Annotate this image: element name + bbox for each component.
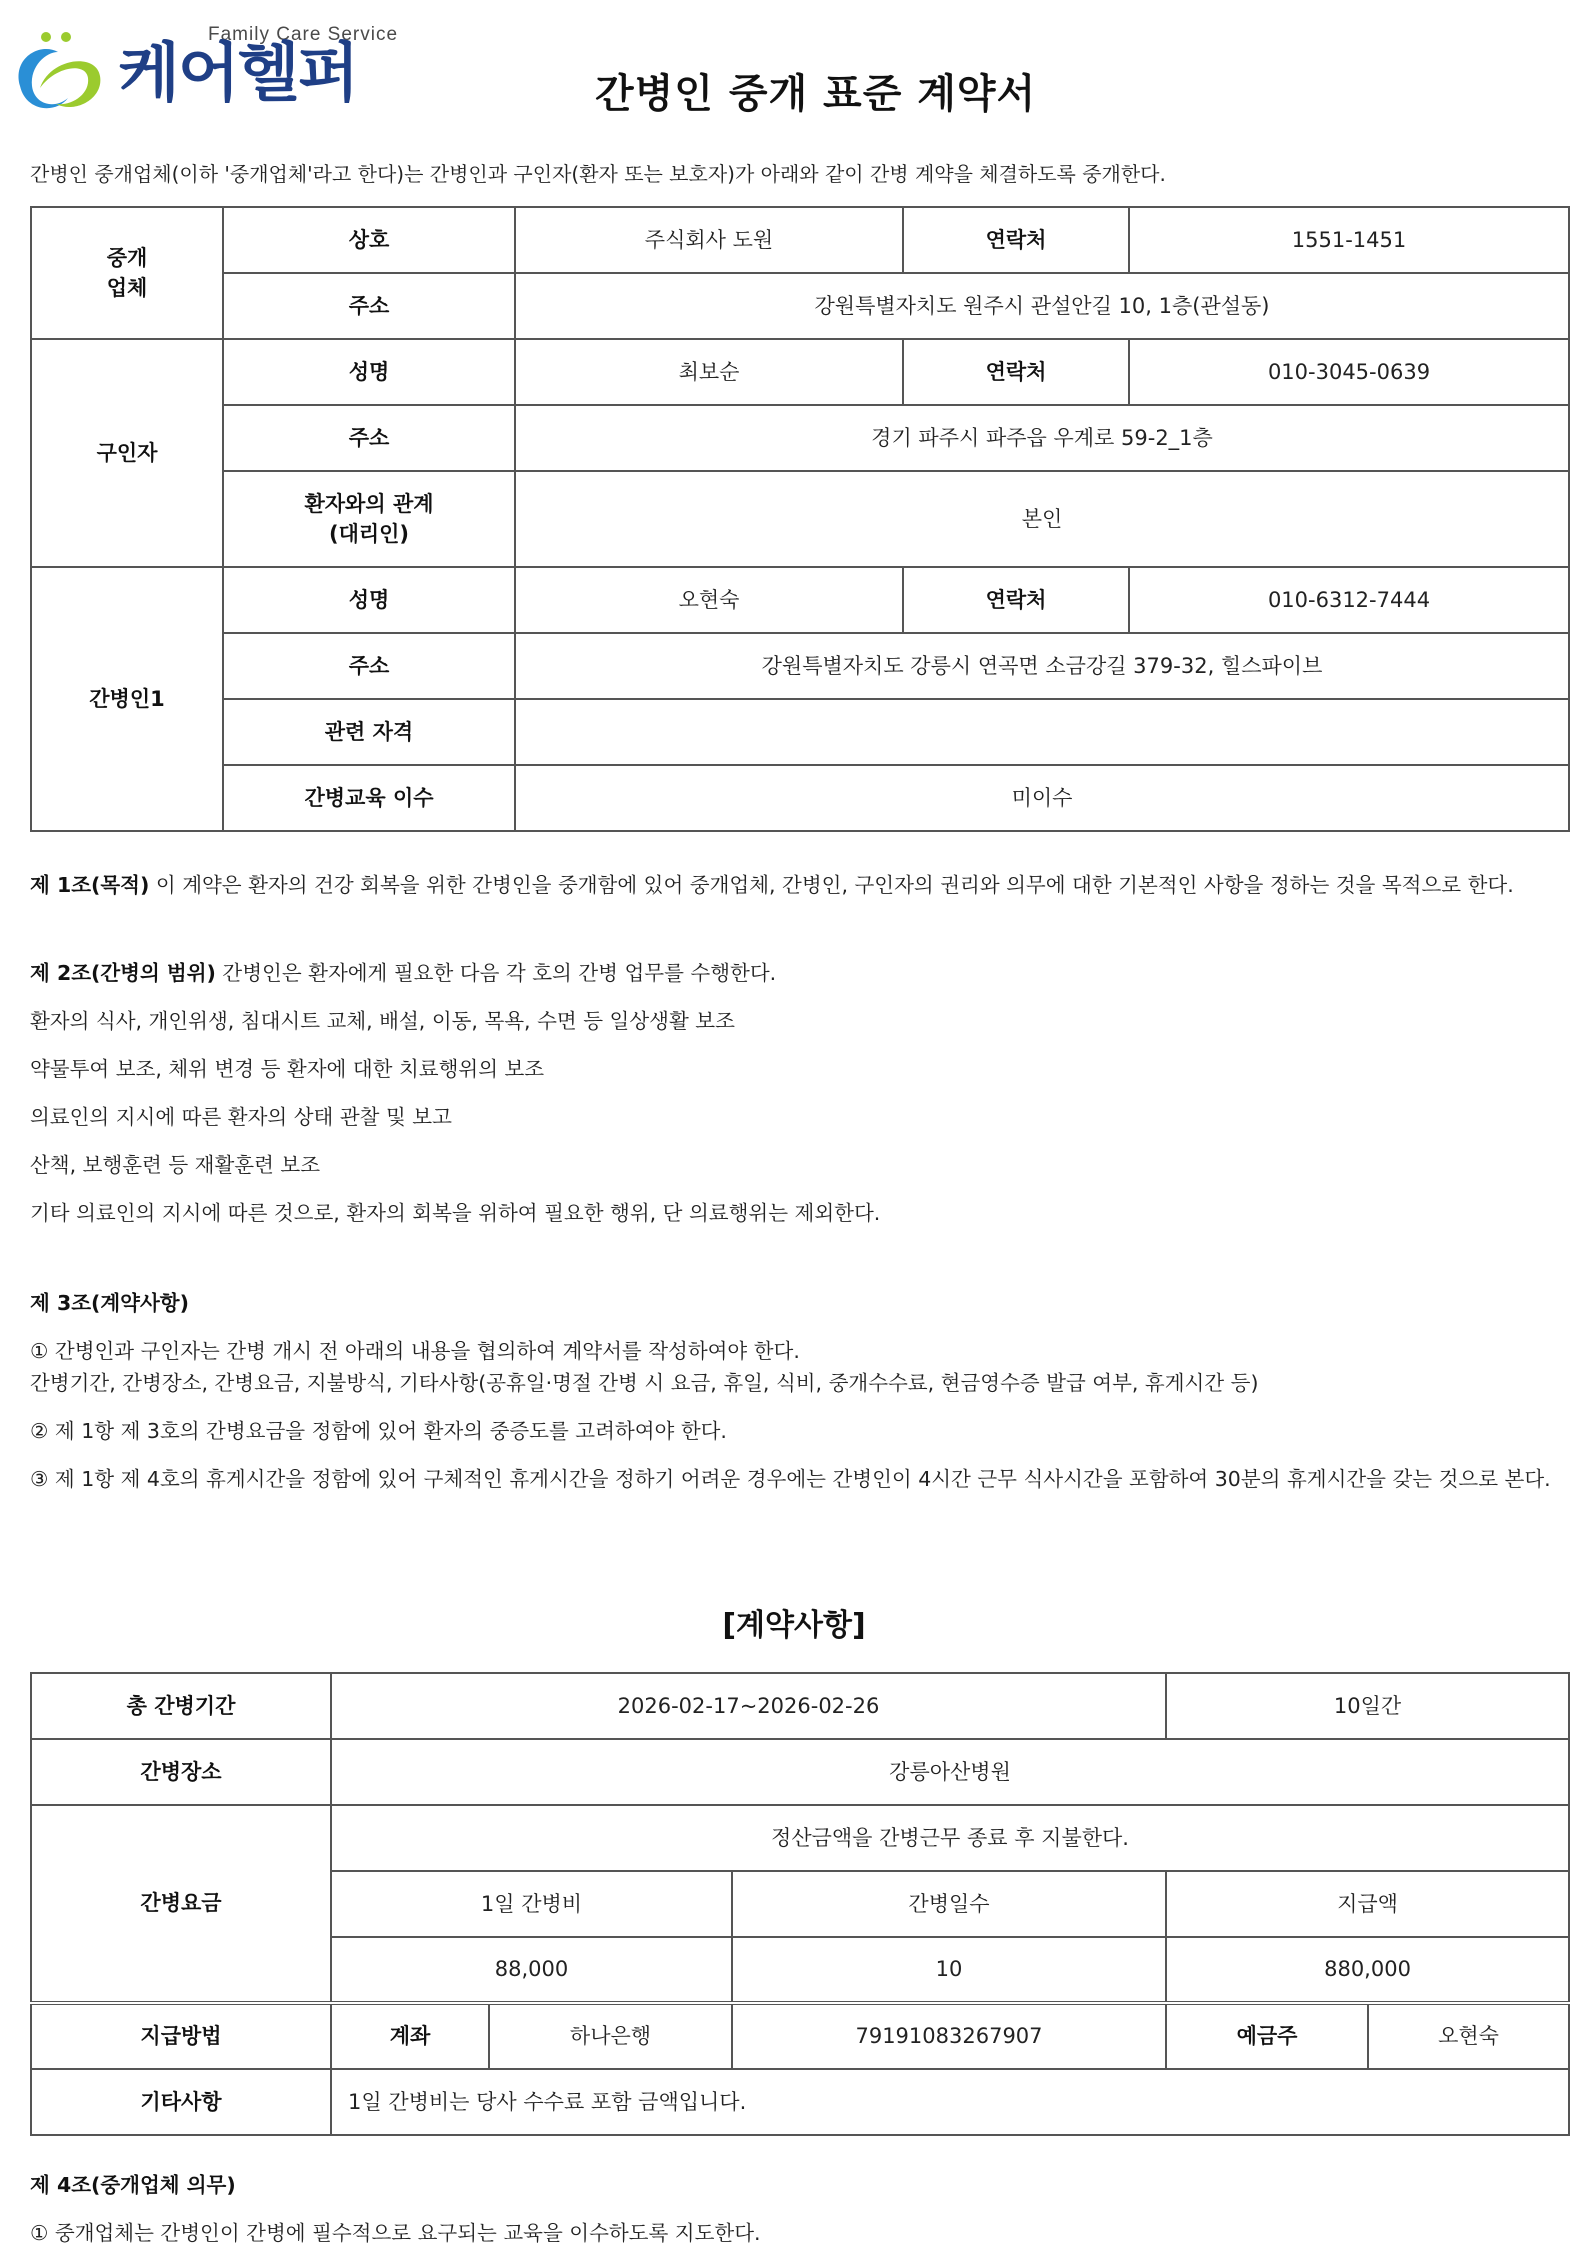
client-contact-label: 연락처 xyxy=(903,339,1129,405)
article-4-heading-text: 제 4조(중개업체 의무) xyxy=(30,2173,236,2197)
client-relation: 본인 xyxy=(515,471,1569,567)
article-3-heading-text: 제 3조(계약사항) xyxy=(30,1291,189,1315)
caregiver-edu-label: 간병교육 이수 xyxy=(223,765,515,831)
daily-fee-label: 1일 간병비 xyxy=(331,1871,732,1937)
broker-name: 주식회사 도원 xyxy=(515,207,903,273)
amount-label: 지급액 xyxy=(1166,1871,1569,1937)
caregiver-name-label: 성명 xyxy=(223,567,515,633)
fee-label: 간병요금 xyxy=(31,1805,331,2003)
table-row xyxy=(31,405,1569,471)
article-2-heading: 제 2조(간병의 범위) xyxy=(30,961,216,985)
table-row xyxy=(31,2069,1569,2135)
etc-value: 1일 간병비는 당사 수수료 포함 금액입니다. xyxy=(331,2069,1569,2135)
care-logo-icon xyxy=(10,28,110,118)
broker-contact: 1551-1451 xyxy=(1129,207,1569,273)
article-1-body: 이 계약은 환자의 건강 회복을 위한 간병인을 중개함에 있어 중개업체, 간병인, 구인자의 권리와 의무에 대한 기본적인 사항을 정하는 것을 목적으로 한다. xyxy=(149,873,1514,897)
period-value: 2026-02-17~2026-02-26 xyxy=(331,1673,1166,1739)
client-address: 경기 파주시 파주읍 우계로 59-2_1층 xyxy=(515,405,1569,471)
broker-name-label: 상호 xyxy=(223,207,515,273)
list-item: 산책, 보행훈련 등 재활훈련 보조 xyxy=(30,1153,321,1177)
place-label: 간병장소 xyxy=(31,1739,331,1805)
broker-address-label: 주소 xyxy=(223,273,515,339)
caregiver-qual xyxy=(515,699,1569,765)
table-row xyxy=(31,567,1569,633)
table-row xyxy=(31,633,1569,699)
parties-table xyxy=(30,206,1570,832)
intro-text: 간병인 중개업체(이하 '중개업체'라고 한다)는 간병인과 구인자(환자 또는 보호자)가 아래와 같이 간병 계약을 체결하도록 중개한다. xyxy=(30,162,1166,186)
list-item: 환자의 식사, 개인위생, 침대시트 교체, 배설, 이동, 목욕, 수면 등 일상생활 보조 xyxy=(30,1009,735,1033)
caregiver-contact: 010-6312-7444 xyxy=(1129,567,1569,633)
account-label: 계좌 xyxy=(331,2003,489,2069)
list-item: 기타 의료인의 지시에 따른 것으로, 환자의 회복을 위하여 필요한 행위, 단 의료행위는 제외한다. xyxy=(30,1201,881,1225)
table-row xyxy=(31,471,1569,567)
client-group-label: 구인자 xyxy=(31,339,223,567)
list-item: 의료인의 지시에 따른 환자의 상태 관찰 및 보고 xyxy=(30,1105,452,1129)
payment-label: 지급방법 xyxy=(31,2003,331,2069)
daily-fee: 88,000 xyxy=(331,1937,732,2003)
client-name-label: 성명 xyxy=(223,339,515,405)
article-3-para-3: ③ 제 1항 제 4호의 휴게시간을 정함에 있어 구체적인 휴게시간을 정하기 어려운 경우에는 간병인이 4시간 근무 식사시간을 포함하여 30분의 휴게시간을 갖는 것으로 본다. xyxy=(30,1467,1551,1491)
brand-tagline: Family Care Service xyxy=(208,24,399,45)
table-row xyxy=(31,2003,1569,2069)
page-title: 간병인 중개 표준 계약서 xyxy=(595,71,1037,117)
article-2-body: 간병인은 환자에게 필요한 다음 각 호의 간병 업무를 수행한다. xyxy=(215,961,777,985)
period-label: 총 간병기간 xyxy=(31,1673,331,1739)
brand-name: 케어헬퍼 xyxy=(118,37,358,111)
table-row xyxy=(31,1805,1569,1871)
article-4-heading xyxy=(30,2170,1560,2202)
broker-contact-label: 연락처 xyxy=(903,207,1129,273)
client-address-label: 주소 xyxy=(223,405,515,471)
broker-address: 강원특별자치도 원주시 관설안길 10, 1층(관설동) xyxy=(515,273,1569,339)
article-3-para-2: ② 제 1항 제 3호의 간병요금을 정함에 있어 환자의 중증도를 고려하여야 한다. xyxy=(30,1419,727,1443)
contract-table xyxy=(30,1672,1570,2136)
list-item: 약물투여 보조, 체위 변경 등 환자에 대한 치료행위의 보조 xyxy=(30,1057,545,1081)
caregiver-edu: 미이수 xyxy=(515,765,1569,831)
days-count-label: 간병일수 xyxy=(732,1871,1166,1937)
table-row xyxy=(31,273,1569,339)
holder-name: 오현숙 xyxy=(1368,2003,1569,2069)
caregiver-group-label: 간병인1 xyxy=(31,567,223,831)
contract-section-title: [계약사항] xyxy=(722,1608,866,1643)
article-1 xyxy=(30,870,1560,902)
caregiver-contact-label: 연락처 xyxy=(903,567,1129,633)
caregiver-name: 오현숙 xyxy=(515,567,903,633)
place-value: 강릉아산병원 xyxy=(331,1739,1569,1805)
days-count: 10 xyxy=(732,1937,1166,2003)
client-contact: 010-3045-0639 xyxy=(1129,339,1569,405)
table-row xyxy=(31,1673,1569,1739)
table-row xyxy=(31,765,1569,831)
table-row xyxy=(31,339,1569,405)
broker-group-label: 중개 업체 xyxy=(31,207,223,339)
etc-label: 기타사항 xyxy=(31,2069,331,2135)
caregiver-address-label: 주소 xyxy=(223,633,515,699)
article-3-heading xyxy=(30,1288,1560,1320)
article-3-para-1: ① 간병인과 구인자는 간병 개시 전 아래의 내용을 협의하여 계약서를 작성하여야 한다. xyxy=(30,1339,800,1363)
amount: 880,000 xyxy=(1166,1937,1569,2003)
fee-note: 정산금액을 간병근무 종료 후 지불한다. xyxy=(331,1805,1569,1871)
period-days: 10일간 xyxy=(1166,1673,1569,1739)
table-row xyxy=(31,699,1569,765)
article-2 xyxy=(30,958,1560,990)
caregiver-address: 강원특별자치도 강릉시 연곡면 소금강길 379-32, 힐스파이브 xyxy=(515,633,1569,699)
table-row xyxy=(31,207,1569,273)
account-number: 79191083267907 xyxy=(732,2003,1166,2069)
table-row xyxy=(31,1739,1569,1805)
bank-name: 하나은행 xyxy=(489,2003,732,2069)
caregiver-qual-label: 관련 자격 xyxy=(223,699,515,765)
client-name: 최보순 xyxy=(515,339,903,405)
client-relation-label: 환자와의 관계 (대리인) xyxy=(223,471,515,567)
article-4-para-1: ① 중개업체는 간병인이 간병에 필수적으로 요구되는 교육을 이수하도록 지도한다. xyxy=(30,2221,761,2245)
holder-label: 예금주 xyxy=(1166,2003,1368,2069)
article-1-heading: 제 1조(목적) xyxy=(30,873,150,897)
article-3-para-1b: 간병기간, 간병장소, 간병요금, 지불방식, 기타사항(공휴일·명절 간병 시 요금, 휴일, 식비, 중개수수료, 현금영수증 발급 여부, 휴게시간 등) xyxy=(30,1371,1259,1395)
